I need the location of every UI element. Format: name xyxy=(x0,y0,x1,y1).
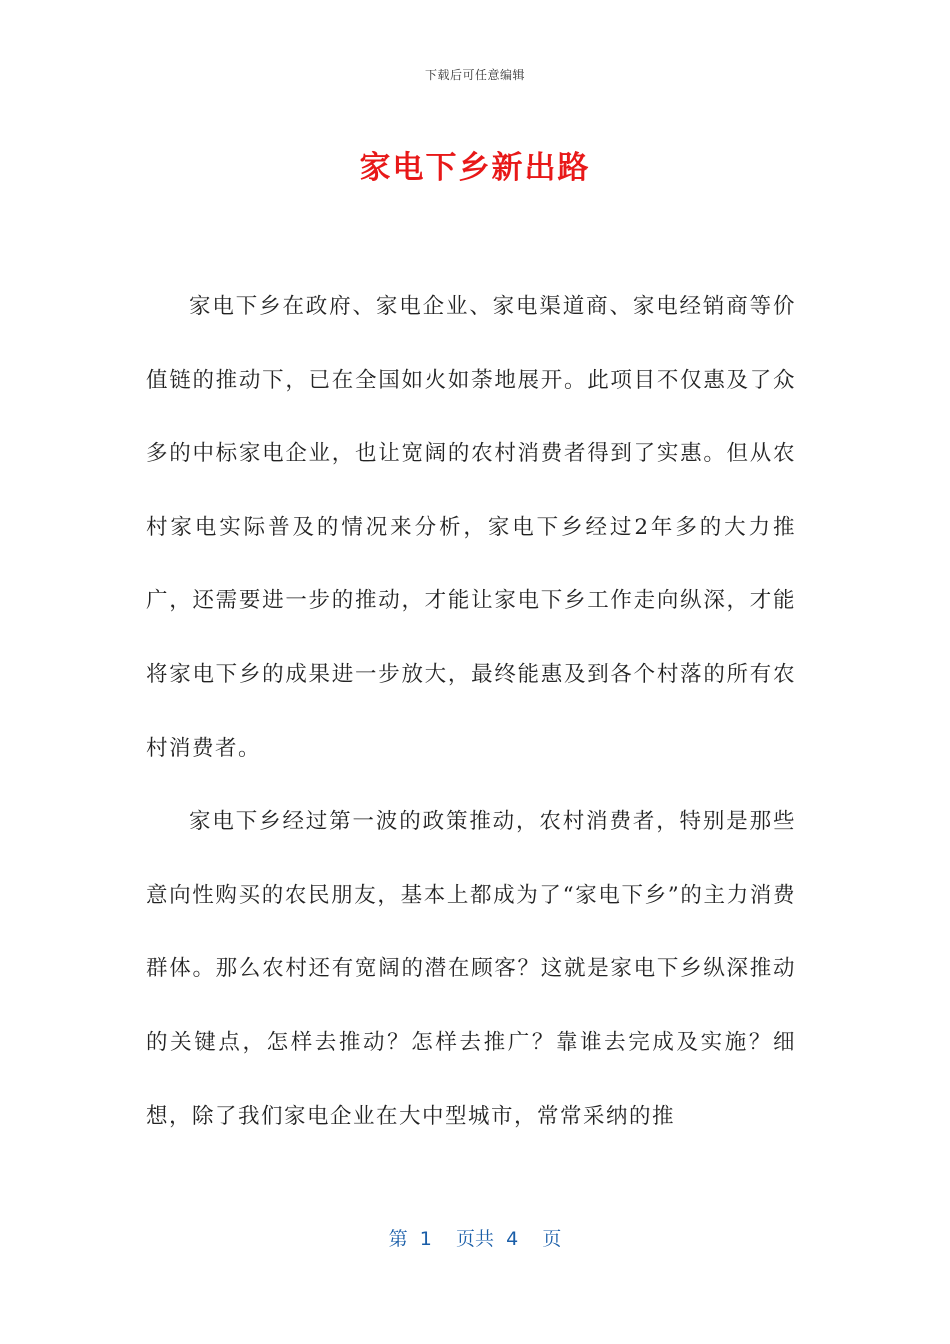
paragraph-2: 家电下乡经过第一波的政策推动，农村消费者，特别是那些意向性购买的农民朋友，基本上都成为了“家电下乡”的主力消费群体。那么农村还有宽阔的潜在顾客？这就是家电下乡纵深推动的关键点，怎样去推动？怎样去推广？靠谁去完成及实施？细想，除了我们家电企业在大中型城市，常常采纳的推 xyxy=(146,809,796,1129)
document-body xyxy=(146,270,796,1153)
paragraph-1: 家电下乡在政府、家电企业、家电渠道商、家电经销商等价值链的推动下，已在全国如火如荼地展开。此项目不仅惠及了众多的中标家电企业，也让宽阔的农村消费者得到了实惠。但从农村家电实际普及的情况来分析，家电下乡经过2年多的大力推广，还需要进一步的推动，才能让家电下乡工作走向纵深，才能将家电下乡的成果进一步放大，最终能惠及到各个村落的所有农村消费者。 xyxy=(146,294,796,761)
page-footer: 第 1 页共 4 页 xyxy=(388,1228,562,1250)
header-note: 下载后可任意编辑 xyxy=(424,68,525,82)
document-title: 家电下乡新出路 xyxy=(359,150,591,186)
